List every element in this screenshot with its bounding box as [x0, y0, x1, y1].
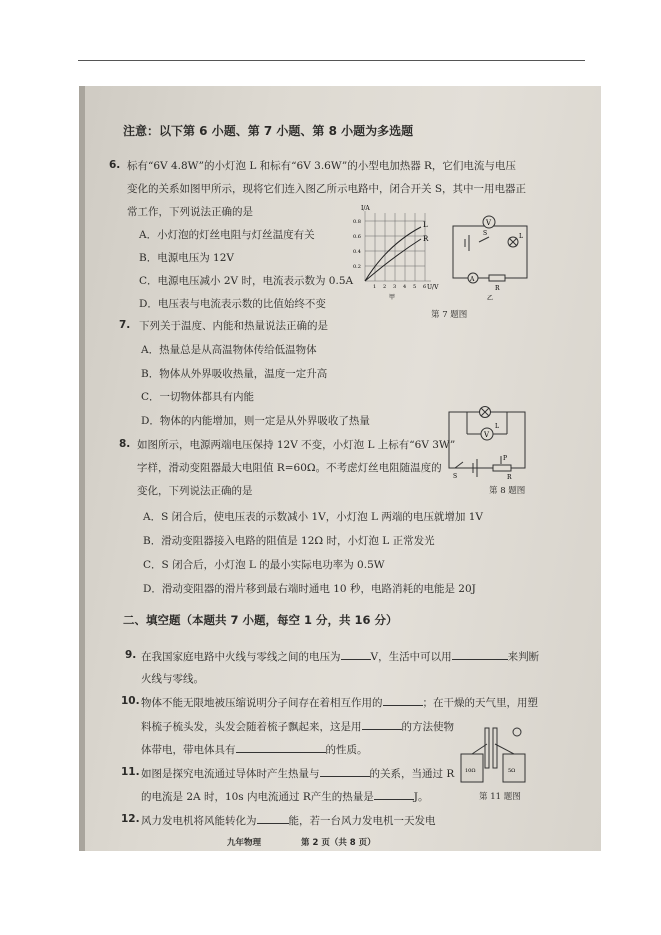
question-9-blank-1[interactable]	[341, 649, 371, 660]
question-10-text-c: 料梳子梳头发，头发会随着梳子飘起来，这是用	[141, 721, 362, 733]
multi-choice-notice: 注意：以下第 6 小题、第 7 小题、第 8 小题为多选题	[123, 124, 414, 138]
question-10-text-d: 的方法使物	[401, 721, 454, 733]
question-11-text-d: 产生的热量是	[310, 791, 374, 803]
question-8-stem-3: 变化，下列说法正确的是	[137, 485, 253, 497]
question-12-line-1	[141, 813, 436, 828]
question-9-blank-2[interactable]	[452, 649, 508, 660]
question-11-blank-1[interactable]	[320, 766, 370, 777]
graph-y-label: I/A	[361, 205, 370, 212]
xtick-label: 3	[393, 284, 397, 290]
graph-jia-label: 甲	[389, 294, 396, 301]
question-7-option-b: B．物体从外界吸收热量，温度一定升高	[141, 368, 328, 380]
question-9-line-1	[141, 649, 539, 664]
question-8-stem-1: 如图所示，电源两端电压保持 12V 不变，小灯泡 L 上标有“6V 3W”	[137, 439, 456, 451]
question-11-text-a: 如图是探究电流通过导体时产生热量与	[141, 768, 320, 780]
question-12-text-b: 能，若一台风力发电机一天发电	[288, 815, 436, 827]
resistor-r1-value: 10Ω	[465, 768, 476, 774]
resistor-label: R	[507, 474, 512, 481]
exam-page	[79, 86, 601, 851]
question-11-text-c: 的电流是 2A 时，10s 内电流通过 R	[141, 791, 311, 803]
top-rule	[78, 60, 585, 61]
question-9-line-2: 火线与零线。	[141, 673, 204, 685]
question-6-option-d: D．电压表与电流表示数的比值始终不变	[139, 298, 326, 310]
section-2-heading: 二、填空题（本题共 7 小题，每空 1 分，共 16 分）	[123, 613, 398, 627]
question-7-option-a: A．热量总是从高温物体传给低温物体	[141, 344, 317, 356]
question-8-option-b: B．滑动变阻器接入电路的阻值是 12Ω 时，小灯泡 L 正常发光	[143, 535, 435, 547]
ytick-label: 0.4	[353, 249, 361, 255]
xtick-label: 1	[373, 284, 377, 290]
question-11-text-e: J。	[413, 791, 429, 803]
curve-l-line	[365, 227, 421, 281]
question-10-line-2	[141, 719, 454, 734]
question-7-option-c: C．一切物体都具有内能	[141, 391, 255, 403]
xtick-label: 6	[423, 284, 427, 290]
question-10-number: 10.	[121, 695, 140, 707]
lamp-label: L	[519, 233, 523, 240]
question-6-stem-3: 常工作，下列说法正确的是	[127, 206, 253, 218]
question-10-text-b: ；在干燥的天气里，用塑	[422, 697, 538, 709]
ytick-label: 0.6	[353, 234, 361, 240]
question-7-option-d: D．物体的内能增加，则一定是从外界吸收了热量	[141, 415, 370, 427]
question-12-text-a: 风力发电机将风能转化为	[141, 815, 257, 827]
question-11-apparatus	[459, 722, 529, 788]
curve-r-label: R	[423, 235, 429, 243]
question-7-number: 7.	[119, 319, 131, 331]
question-8-circuit	[445, 404, 531, 484]
switch-label: S	[483, 230, 488, 237]
question-10-line-3	[141, 742, 368, 757]
question-12-number: 12.	[121, 813, 140, 825]
question-6-stem-1: 标有“6V 4.8W”的小灯泡 L 和标有“6V 3.6W”的小型电加热器 R，它们电流与电压	[127, 160, 516, 172]
question-11-text-b: 的关系，当通过 R	[369, 768, 455, 780]
question-6-circuit	[449, 210, 531, 302]
question-6-stem-2: 变化的关系如图甲所示，现将它们连入图乙所示电路中，闭合开关 S，其中一用电器正	[127, 183, 527, 195]
ytick-label: 0.8	[353, 219, 361, 225]
question-9-text-a: 在我国家庭电路中火线与零线之间的电压为	[141, 651, 341, 663]
resistor-r2-value: 5Ω	[508, 768, 516, 774]
question-8-option-d: D．滑动变阻器的滑片移到最右端时通电 10 秒，电路消耗的电能是 20J	[143, 583, 476, 595]
resistor-label: R	[495, 285, 500, 292]
question-6-number: 6.	[109, 159, 121, 171]
xtick-label: 2	[383, 284, 387, 290]
curve-l-label: L	[423, 221, 428, 229]
voltmeter-symbol: V	[484, 431, 490, 439]
question-10-text-f: 的性质。	[325, 744, 368, 756]
graph-yi-label: 乙	[487, 295, 494, 302]
figure-8-caption: 第 8 题图	[489, 486, 526, 496]
question-7-stem: 下列关于温度、内能和热量说法正确的是	[139, 320, 328, 332]
question-8-option-c: C．S 闭合后，小灯泡 L 的最小实际电功率为 0.5W	[143, 559, 385, 571]
footer-page-number: 第 2 页（共 8 页）	[301, 838, 376, 848]
figure-7-caption: 第 7 题图	[431, 310, 468, 320]
question-6-option-b: B．电源电压为 12V	[139, 252, 234, 264]
question-12-blank-1[interactable]	[257, 813, 289, 824]
xtick-label: 5	[413, 284, 417, 290]
ammeter-symbol: A	[470, 276, 475, 283]
question-6-option-a: A．小灯泡的灯丝电阻与灯丝温度有关	[139, 229, 315, 241]
question-6-option-c: C．电源电压减小 2V 时，电流表示数为 0.5A	[139, 275, 354, 287]
figure-11-caption: 第 11 题图	[479, 792, 521, 802]
xtick-label: 4	[403, 284, 407, 290]
question-10-line-1	[141, 695, 538, 710]
lamp-label: L	[495, 423, 499, 430]
question-8-option-a: A．S 闭合后，使电压表的示数减小 1V，小灯泡 L 两端的电压就增加 1V	[143, 511, 483, 523]
question-8-number: 8.	[119, 438, 131, 450]
ytick-label: 0.2	[353, 264, 361, 270]
curve-r-line	[365, 239, 421, 281]
question-6-iu-graph	[347, 201, 437, 301]
question-11-line-1	[141, 766, 454, 781]
voltmeter-symbol: V	[486, 219, 492, 227]
question-11-blank-2[interactable]	[374, 789, 414, 800]
question-9-number: 9.	[125, 649, 137, 661]
switch-label: S	[453, 473, 458, 480]
question-11-number: 11.	[121, 766, 140, 778]
question-9-text-b: V，生活中可以用	[370, 651, 452, 663]
footer-subject: 九年物理	[227, 838, 262, 848]
graph-x-label: U/V	[427, 284, 439, 291]
slider-label: P	[503, 455, 508, 462]
question-10-blank-2[interactable]	[362, 719, 402, 730]
question-9-text-c: 来判断	[507, 651, 540, 663]
question-11-line-2	[141, 789, 429, 804]
question-10-text-e: 体带电，带电体具有	[141, 744, 236, 756]
question-10-blank-1[interactable]	[383, 695, 423, 706]
question-10-blank-3[interactable]	[236, 742, 326, 753]
question-10-text-a: 物体不能无限地被压缩说明分子间存在着相互作用的	[141, 697, 383, 709]
question-8-stem-2: 字样，滑动变阻器最大电阻值 R=60Ω。不考虑灯丝电阻随温度的	[137, 462, 442, 474]
